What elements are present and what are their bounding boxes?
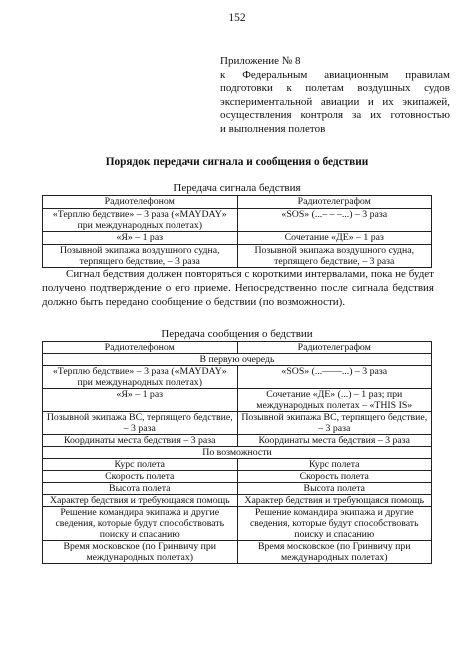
document-heading: Порядок передачи сигнала и сообщения о бедствии bbox=[105, 156, 369, 168]
appendix-line: к Федеральным авиационным правилам bbox=[220, 68, 450, 81]
table-row bbox=[43, 471, 432, 483]
table1-caption: Передача сигнала бедствия bbox=[173, 182, 301, 194]
body-paragraph bbox=[42, 267, 434, 310]
table-row bbox=[43, 366, 432, 389]
table-cell: Характер бедствия и требующаяся помощь bbox=[43, 495, 238, 507]
table-cell: Позывной экипажа ВС, терпящего бедствие, – 3 раза bbox=[43, 412, 238, 435]
section-label: В первую очередь bbox=[43, 354, 432, 366]
appendix-line: подготовки к полетам воздушных судов bbox=[220, 82, 450, 95]
table-header-cell: Радиотелеграфом bbox=[237, 342, 432, 354]
table-cell: Курс полета bbox=[237, 459, 432, 471]
table-row bbox=[43, 495, 432, 507]
table-cell: Решение командира экипажа и другие сведения, которые будут способствовать поиску и спасанию bbox=[43, 507, 238, 541]
table-cell: Скорость полета bbox=[43, 471, 238, 483]
table-cell: «Я» – 1 раз bbox=[43, 389, 238, 412]
table-cell: Позывной экипажа ВС, терпящего бедствие, – 3 раза bbox=[237, 412, 432, 435]
table-cell: Время московское (по Гринвичу при международных полетах) bbox=[237, 541, 432, 564]
table-cell: Координаты места бедствия – 3 раза bbox=[43, 435, 238, 447]
table-cell: Позывной экипажа воздушного судна, терпящего бедствие, – 3 раза bbox=[237, 245, 432, 268]
appendix-line: Приложение № 8 bbox=[220, 55, 301, 67]
table-cell: «SOS» (...––––...) – 3 раза bbox=[237, 366, 432, 389]
distress-signal-table bbox=[42, 195, 432, 268]
table-cell: Курс полета bbox=[43, 459, 238, 471]
table-header-row bbox=[43, 342, 432, 354]
section-row bbox=[43, 354, 432, 366]
table-row bbox=[43, 245, 432, 268]
table-cell: «Терплю бедствие» – 3 раза («MAYDAY» при международных полетах) bbox=[43, 209, 238, 232]
section-label: По возможности bbox=[43, 447, 432, 459]
table-row bbox=[43, 459, 432, 471]
table-row bbox=[43, 209, 432, 232]
table-row bbox=[43, 435, 432, 447]
table-cell: Сочетание «ДЕ» – 1 раз bbox=[237, 232, 432, 245]
table-cell: Высота полета bbox=[43, 483, 238, 495]
table-row bbox=[43, 541, 432, 564]
table-row bbox=[43, 507, 432, 541]
table-cell: Время московское (по Гринвичу при международных полетах) bbox=[43, 541, 238, 564]
appendix-line: осуществления контроля за их готовностью bbox=[220, 109, 450, 122]
table-cell: Скорость полета bbox=[237, 471, 432, 483]
table-row bbox=[43, 232, 432, 245]
table-row bbox=[43, 389, 432, 412]
table-cell: Координаты места бедствия – 3 раза bbox=[237, 435, 432, 447]
appendix-line: экспериментальной авиации и их экипажей, bbox=[220, 95, 450, 108]
table-cell: Решение командира экипажа и другие сведения, которые будут способствовать поиску и спасанию bbox=[237, 507, 432, 541]
table-header-cell: Радиотелеграфом bbox=[237, 196, 432, 209]
table-cell: Характер бедствия и требующаяся помощь bbox=[237, 495, 432, 507]
table-header-cell: Радиотелефоном bbox=[43, 342, 238, 354]
table-cell: «SOS» (...– – –...) – 3 раза bbox=[237, 209, 432, 232]
appendix-line: и выполнения полетов bbox=[220, 122, 326, 135]
table-header-cell: Радиотелефоном bbox=[43, 196, 238, 209]
table2-caption: Передача сообщения о бедствии bbox=[161, 328, 313, 340]
table-cell: «Терплю бедствие» – 3 раза («MAYDAY» при международных полетах) bbox=[43, 366, 238, 389]
paragraph-text: Сигнал бедствия должен повторяться с короткими интервалами, пока не будет получено подтверждение о его приеме. Непосредственно после сигнала бедствия должно быть передано сообщение о бедствии (по возможности). bbox=[42, 268, 434, 309]
appendix-block bbox=[220, 55, 450, 137]
distress-message-table bbox=[42, 341, 432, 564]
table-header-row bbox=[43, 196, 432, 209]
page-number: 152 bbox=[228, 12, 246, 24]
table-cell: Позывной экипажа воздушного судна, терпящего бедствие, – 3 раза bbox=[43, 245, 238, 268]
table-row bbox=[43, 412, 432, 435]
section-row bbox=[43, 447, 432, 459]
table-cell: Высота полета bbox=[237, 483, 432, 495]
table-cell: «Я» – 1 раз bbox=[43, 232, 238, 245]
table-row bbox=[43, 483, 432, 495]
table-cell: Сочетание «ДЕ» (...) – 1 раз; при международных полетах – «THIS IS» bbox=[237, 389, 432, 412]
